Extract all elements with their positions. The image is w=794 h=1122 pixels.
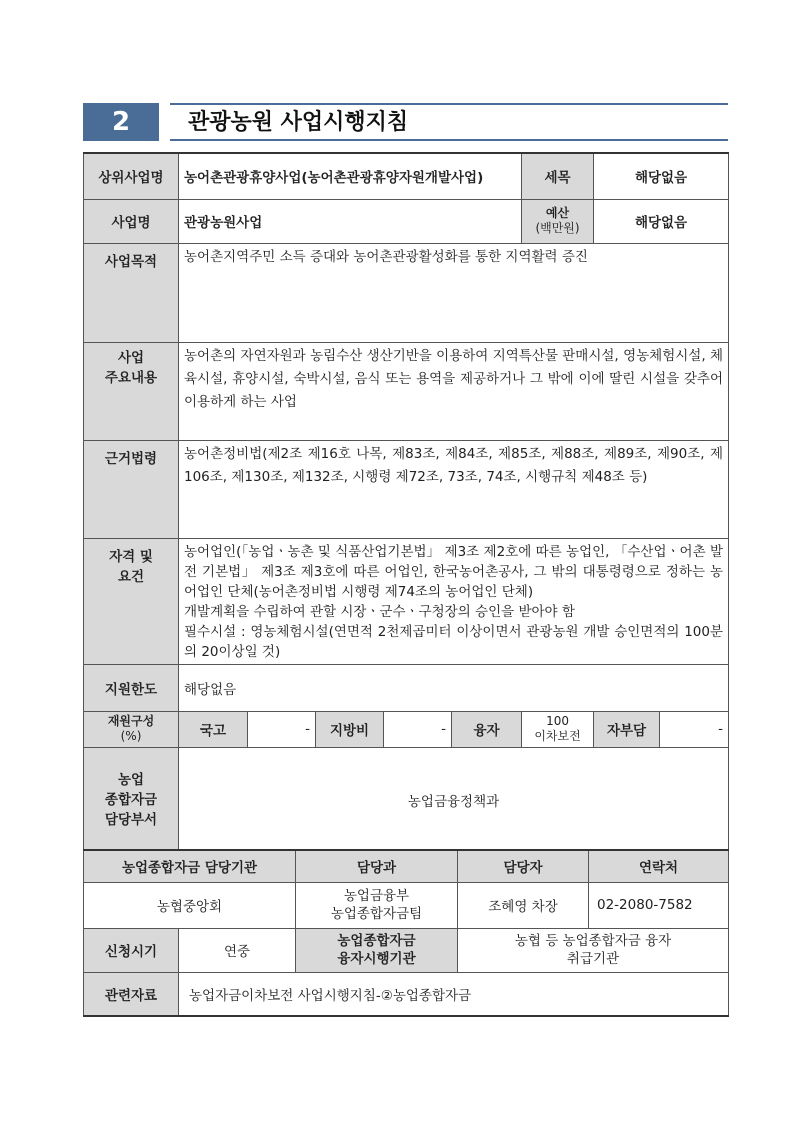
contact-table	[83, 849, 729, 1017]
row-parent-business	[84, 153, 729, 199]
label-reference: 관련자료	[84, 972, 179, 1016]
label-item: 세목	[522, 153, 594, 199]
value-exec-agency: 농협 등 농업종합자금 융자 취급기관	[458, 928, 729, 972]
value-dept: 농업금융정책과	[179, 747, 729, 853]
label-funding: 재원구성 (%)	[84, 711, 179, 747]
value-qualification: 농어업인(「농업ㆍ농촌 및 식품산업기본법」 제3조 제2호에 따른 농업인, 「수산업ㆍ어촌 발전 기본법」 제3조 제3호에 따른 어업인, 한국농어촌공사, 그 밖의 대통령령으로 정하는 농어업인 단체(농어촌정비법 시행령 제74조의 농어업인 단체) 개발계획을 수립하여 관할 시장ㆍ군수ㆍ구청장의 승인을 받아야 함 필수시설 : 영농체험시설(연면적 2천제곱미터 이상이면서 관광농원 개발 승인면적의 100분의 20이상일 것)	[179, 538, 729, 664]
label-support-limit: 지원한도	[84, 664, 179, 711]
label-qualification: 자격 및 요건	[84, 538, 179, 664]
value-jibang: -	[384, 711, 452, 747]
value-parent-business: 농어촌관광휴양사업(농어촌관광휴양자원개발사업)	[179, 153, 522, 199]
business-info-table	[83, 152, 729, 854]
label-purpose: 사업목적	[84, 243, 179, 342]
row-qualification	[84, 538, 729, 664]
label-jibang: 지방비	[316, 711, 384, 747]
row-purpose	[84, 243, 729, 342]
value-budget: 해당없음	[594, 199, 729, 243]
contact-dept: 농업금융부 농업종합자금팀	[296, 882, 458, 928]
row-main-content	[84, 342, 729, 440]
row-legal-basis	[84, 440, 729, 538]
row-dept	[84, 747, 729, 853]
section-number: 2	[83, 103, 159, 141]
label-parent-business: 상위사업명	[84, 153, 179, 199]
header-person: 담당자	[458, 850, 589, 882]
value-main-content: 농어촌의 자연자원과 농림수산 생산기반을 이용하여 지역특산물 판매시설, 영농체험시설, 체육시설, 휴양시설, 숙박시설, 음식 또는 용역을 제공하거나 그 밖에 이에 딸린 시설을 갖추어 이용하게 하는 사업	[179, 342, 729, 440]
label-budget: 예산 (백만원)	[522, 199, 594, 243]
header-dept: 담당과	[296, 850, 458, 882]
page-title: 관광농원 사업시행지침	[188, 110, 409, 135]
label-yungja: 융자	[452, 711, 522, 747]
header-phone: 연락처	[589, 850, 729, 882]
apply-row	[84, 928, 729, 972]
value-purpose: 농어촌지역주민 소득 증대와 농어촌관광활성화를 통한 지역활력 증진	[179, 243, 729, 342]
value-gukgo: -	[248, 711, 316, 747]
value-jabu: -	[660, 711, 729, 747]
label-main-content: 사업 주요내용	[84, 342, 179, 440]
value-apply: 연중	[179, 928, 296, 972]
value-yungja: 100 이차보전	[522, 711, 594, 747]
label-business-name: 사업명	[84, 199, 179, 243]
row-funding	[84, 711, 729, 747]
label-dept: 농업 종합자금 담당부서	[84, 747, 179, 853]
value-support-limit: 해당없음	[179, 664, 729, 711]
label-exec-agency: 농업종합자금 융자시행기관	[296, 928, 458, 972]
label-apply: 신청시기	[84, 928, 179, 972]
row-support-limit	[84, 664, 729, 711]
contact-person: 조혜영 차장	[458, 882, 589, 928]
value-business-name: 관광농원사업	[179, 199, 522, 243]
value-reference: 농업자금이차보전 사업시행지침-②농업종합자금	[179, 972, 729, 1016]
label-jabu: 자부담	[594, 711, 660, 747]
value-item: 해당없음	[594, 153, 729, 199]
reference-row	[84, 972, 729, 1016]
contact-header-row	[84, 850, 729, 882]
value-legal-basis: 농어촌정비법(제2조 제16호 나목, 제83조, 제84조, 제85조, 제88조, 제89조, 제90조, 제106조, 제130조, 제132조, 시행령 제72조, 73조, 74조, 시행규칙 제48조 등)	[179, 440, 729, 538]
contact-row	[84, 882, 729, 928]
label-legal-basis: 근거법령	[84, 440, 179, 538]
contact-org: 농협중앙회	[84, 882, 296, 928]
label-gukgo: 국고	[179, 711, 248, 747]
header-org: 농업종합자금 담당기관	[84, 850, 296, 882]
row-business-name	[84, 199, 729, 243]
contact-phone: 02-2080-7582	[589, 882, 729, 928]
